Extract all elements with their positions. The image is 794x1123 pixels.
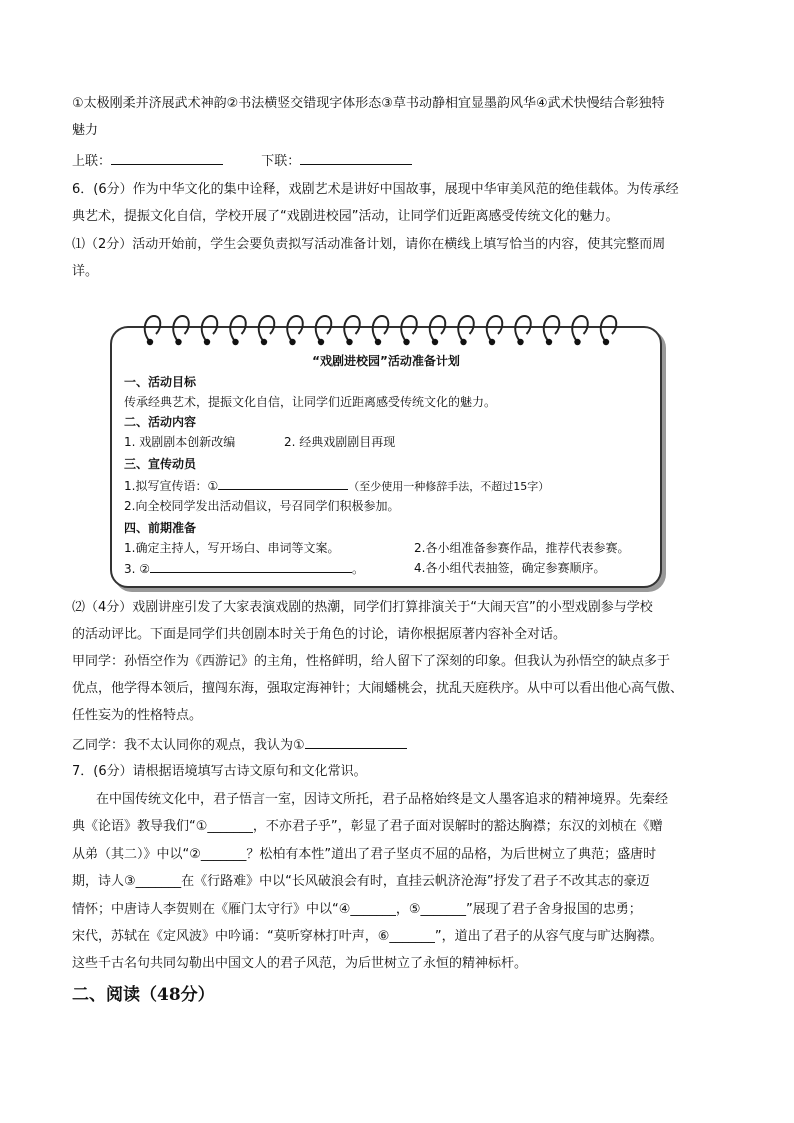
ring-hole-icon — [147, 339, 153, 345]
ring-hole-icon — [432, 339, 438, 345]
prep-2: 2.各小组准备参赛作品，推荐代表参赛。 — [414, 541, 630, 555]
ring-hole-icon — [460, 339, 466, 345]
ring-icon — [572, 316, 588, 342]
ring-icon — [259, 316, 275, 342]
yi-blank[interactable] — [305, 734, 407, 749]
section-title: 二、阅读（48分） — [72, 985, 215, 1005]
q6-sub1-line2: 详。 — [72, 264, 99, 279]
slogan-hint: （至少使用一种修辞手法，不超过15字） — [348, 480, 550, 493]
slogan-blank[interactable] — [218, 477, 348, 490]
ring-hole-icon — [403, 339, 409, 345]
jia-line1: 甲同学：孙悟空作为《西游记》的主角，性格鲜明，给人留下了深刻的印象。但我认为孙悟空的缺点多于 — [72, 654, 671, 669]
ring-hole-icon — [517, 339, 523, 345]
activity-plan-card — [110, 326, 662, 588]
ring-icon — [430, 316, 446, 342]
ring-icon — [344, 316, 360, 342]
ring-icon — [458, 316, 474, 342]
slogan-label: 1.拟写宣传语：① — [124, 479, 219, 493]
prep-3-end: 。 — [352, 562, 365, 576]
ring-icon — [401, 316, 417, 342]
plan-heading-content: 二、活动内容 — [124, 415, 197, 429]
lower-label: 下联： — [261, 154, 301, 169]
q7-p4: 期，诗人③_______在《行路难》中以“长风破浪会有时，直挂云帆济沧海”抒发了君子不改其志的豪迈 — [72, 874, 650, 889]
ring-icon — [487, 316, 503, 342]
plan-heading-prep: 四、前期准备 — [124, 521, 197, 535]
prep-3-row — [124, 560, 364, 577]
prep-1: 1.确定主持人，写开场白、串词等文案。 — [124, 541, 340, 555]
q7-p3: 从弟（其二）》中以“②_______？松柏有本性”道出了君子坚贞不屈的品格，为后世树立了典范；盛唐时 — [72, 847, 657, 862]
ring-hole-icon — [489, 339, 495, 345]
q7-line1: 7．(6分）请根据语境填写古诗文原句和文化常识。 — [72, 764, 367, 779]
q5-options-line2: 魅力 — [72, 123, 99, 138]
ring-hole-icon — [546, 339, 552, 345]
spiral-binding-icon — [140, 312, 640, 352]
slogan-row — [124, 477, 549, 495]
q5-options-line1: ①太极刚柔并济展武术神韵②书法横竖交错现字体形态③草书动静相宜显墨韵风华④武术快慢结合彰独特 — [72, 96, 665, 111]
ring-icon — [173, 316, 189, 342]
ring-icon — [202, 316, 218, 342]
ring-icon — [544, 316, 560, 342]
ring-hole-icon — [204, 339, 210, 345]
ring-icon — [316, 316, 332, 342]
prep-3-label: 3. ② — [124, 562, 151, 576]
prep-4: 4.各小组代表抽签，确定参赛顺序。 — [414, 561, 606, 575]
ring-hole-icon — [261, 339, 267, 345]
q6-line1: 6．(6分）作为中华文化的集中诠释，戏剧艺术是讲好中国故事，展现中华审美风范的绝佳载体。为传承经 — [72, 182, 679, 197]
plan-heading-promo: 三、宣传动员 — [124, 457, 197, 471]
ring-icon — [601, 316, 617, 342]
q6-sub1-line1: ⑴（2分）活动开始前，学生会要负责拟写活动准备计划，请你在横线上填写恰当的内容，使其完整而周 — [72, 237, 666, 252]
ring-hole-icon — [574, 339, 580, 345]
yi-line: 乙同学：我不太认同你的观点，我认为① — [72, 738, 305, 753]
ring-hole-icon — [603, 339, 609, 345]
plan-content-1: 1. 戏剧剧本创新改编 — [124, 435, 236, 449]
plan-heading-goal: 一、活动目标 — [124, 375, 197, 389]
ring-hole-icon — [375, 339, 381, 345]
jia-line3: 任性妄为的性格特点。 — [72, 708, 203, 723]
plan-title: “戏剧进校园”活动准备计划 — [312, 354, 460, 368]
ring-hole-icon — [232, 339, 238, 345]
ring-icon — [145, 316, 161, 342]
q7-p6: 宋代，苏轼在《定风波》中吟诵：“莫听穿林打叶声，⑥_______”，道出了君子的从容气度与旷达胸襟。 — [72, 929, 663, 944]
ring-hole-icon — [346, 339, 352, 345]
upper-label: 上联： — [72, 154, 112, 169]
yi-row — [72, 734, 407, 756]
q7-p5: 情怀；中唐诗人李贺则在《雁门太守行》中以“④_______，⑤_______”展现了君子舍身报国的忠勇； — [72, 902, 642, 917]
ring-icon — [287, 316, 303, 342]
ring-icon — [515, 316, 531, 342]
q7-p2: 典《论语》教导我们“①_______，不亦君子乎”，彰显了君子面对误解时的豁达胸襟；东汉的刘桢在《赠 — [72, 819, 663, 834]
ring-icon — [230, 316, 246, 342]
plan-content-2: 2. 经典戏剧剧目再现 — [284, 435, 396, 449]
q7-p7: 这些千古名句共同勾勒出中国文人的君子风范，为后世树立了永恒的精神标杆。 — [72, 956, 528, 971]
q6-sub2-line2: 的活动评比。下面是同学们共创剧本时关于角色的讨论，请你根据原著内容补全对话。 — [72, 627, 567, 642]
promo-2: 2.向全校同学发出活动倡议，号召同学们积极参加。 — [124, 499, 400, 513]
ring-icon — [373, 316, 389, 342]
prep-3-blank[interactable] — [150, 560, 352, 573]
upper-couplet-blank[interactable] — [111, 150, 223, 165]
q6-line2: 典艺术，提振文化自信，学校开展了“戏剧进校园”活动，让同学们近距离感受传统文化的魅力。 — [72, 209, 619, 224]
jia-line2: 优点，他学得本领后，擅闯东海，强取定海神针；大闹蟠桃会，扰乱天庭秩序。从中可以看出他心高气傲、 — [72, 681, 684, 696]
q6-sub2-line1: ⑵（4分）戏剧讲座引发了大家表演戏剧的热潮，同学们打算排演关于“大闹天宫”的小型戏剧参与学校 — [72, 600, 653, 615]
ring-hole-icon — [175, 339, 181, 345]
lower-couplet-blank[interactable] — [300, 150, 412, 165]
q7-p1: 在中国传统文化中，君子悟言一室，因诗文所托，君子品格始终是文人墨客追求的精神境界。先秦经 — [96, 792, 669, 807]
ring-hole-icon — [318, 339, 324, 345]
couplet-row — [72, 150, 412, 172]
plan-goal: 传承经典艺术，提振文化自信，让同学们近距离感受传统文化的魅力。 — [124, 395, 497, 409]
ring-hole-icon — [289, 339, 295, 345]
